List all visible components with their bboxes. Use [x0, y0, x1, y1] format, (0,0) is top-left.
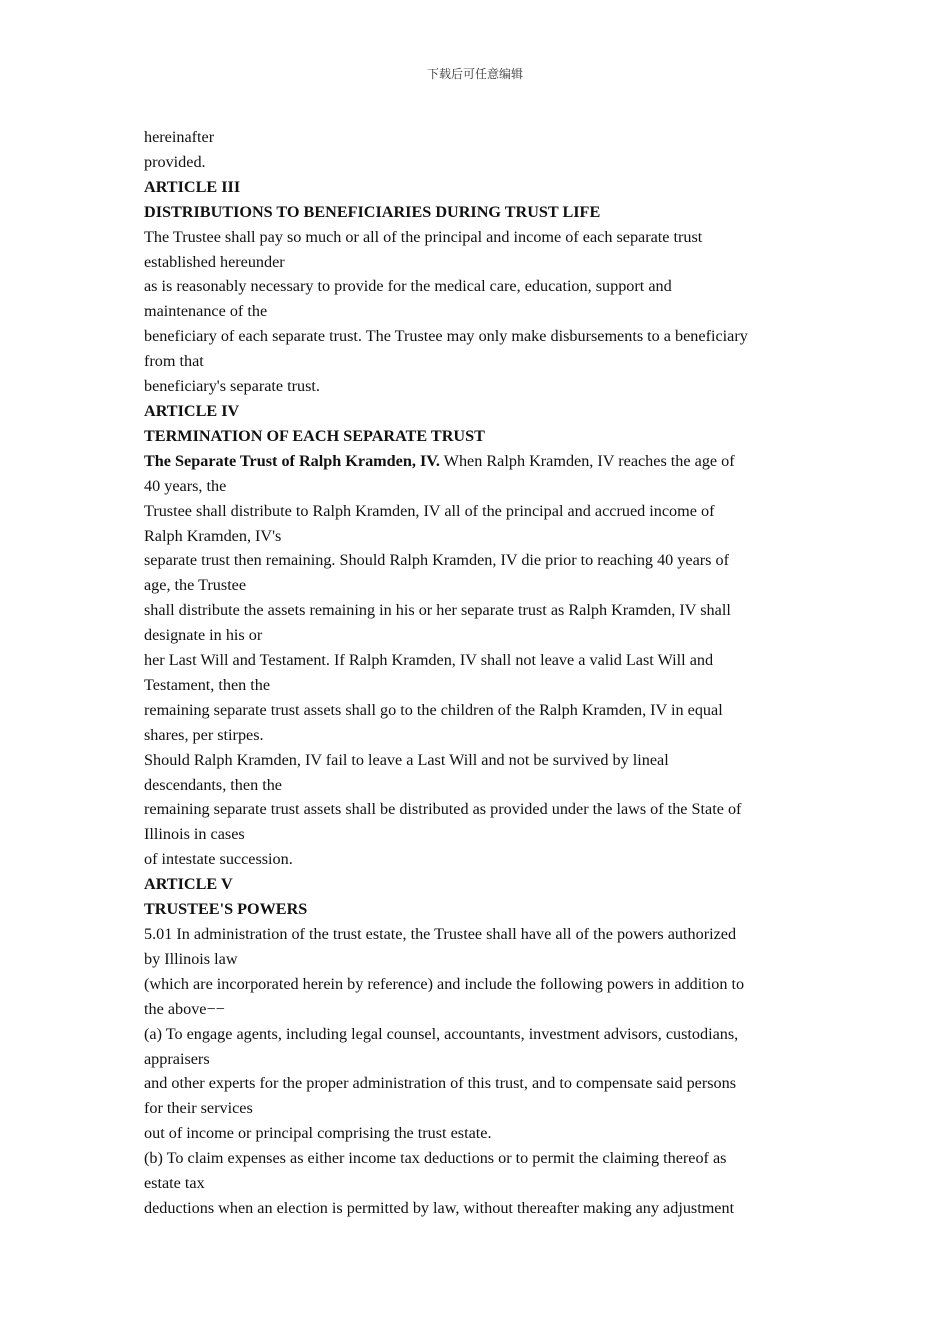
- section-heading: DISTRIBUTIONS TO BENEFICIARIES DURING TRUST LIFE: [144, 202, 601, 221]
- page-header: 下载后可任意编辑: [426, 67, 523, 81]
- body-text-line: beneficiary of each separate trust. The Trustee may only make disbursements to a beneficiary: [144, 327, 748, 346]
- body-text-line: (b) To claim expenses as either income tax deductions or to permit the claiming thereof as: [144, 1149, 727, 1168]
- document-body: [144, 125, 824, 1221]
- body-text-line: provided.: [144, 152, 206, 171]
- body-text-line: separate trust then remaining. Should Ralph Kramden, IV die prior to reaching 40 years of: [144, 551, 729, 570]
- body-text-line: from that: [144, 352, 204, 371]
- body-text-line: hereinafter: [144, 128, 215, 146]
- body-text-line: of intestate succession.: [144, 850, 293, 869]
- body-text-line: established hereunder: [144, 252, 285, 271]
- body-text-line: The Trustee shall pay so much or all of the principal and income of each separate trust: [144, 227, 703, 246]
- body-text-line: (a) To engage agents, including legal counsel, accountants, investment advisors, custodians,: [144, 1024, 739, 1043]
- body-text-line: Ralph Kramden, IV's: [144, 526, 282, 545]
- body-text-line: designate in his or: [144, 626, 263, 645]
- body-text-line: remaining separate trust assets shall go to the children of the Ralph Kramden, IV in equal: [144, 700, 723, 719]
- section-heading: ARTICLE III: [144, 177, 241, 196]
- body-text-line: age, the Trustee: [144, 576, 247, 595]
- body-text-line: her Last Will and Testament. If Ralph Kramden, IV shall not leave a valid Last Will and: [144, 651, 714, 670]
- body-text-line: descendants, then the: [144, 775, 282, 794]
- body-text-line: (which are incorporated herein by reference) and include the following powers in addition to: [144, 974, 745, 993]
- body-text-line: Testament, then the: [144, 675, 271, 694]
- body-text-line: beneficiary's separate trust.: [144, 377, 320, 396]
- body-text-line: out of income or principal comprising the trust estate.: [144, 1124, 492, 1143]
- body-text-line: deductions when an election is permitted by law, without thereafter making any adjustment: [144, 1198, 735, 1217]
- body-text-line: shall distribute the assets remaining in his or her separate trust as Ralph Kramden, IV shall: [144, 601, 731, 620]
- section-heading: ARTICLE V: [144, 875, 233, 894]
- body-text-line: maintenance of the: [144, 302, 268, 321]
- body-text-line: and other experts for the proper administration of this trust, and to compensate said persons: [144, 1074, 737, 1093]
- section-heading: ARTICLE IV: [144, 401, 240, 420]
- body-text-line: for their services: [144, 1099, 253, 1118]
- body-text-line: 5.01 In administration of the trust estate, the Trustee shall have all of the powers authorized: [144, 925, 737, 943]
- body-text-line: remaining separate trust assets shall be distributed as provided under the laws of the State of: [144, 800, 742, 819]
- body-text-line: estate tax: [144, 1174, 205, 1193]
- line-text: When Ralph Kramden, IV reaches the age of: [443, 451, 735, 470]
- body-text-line: shares, per stirpes.: [144, 725, 264, 744]
- body-text-line: as is reasonably necessary to provide for the medical care, education, support and: [144, 277, 672, 296]
- body-text-line: Trustee shall distribute to Ralph Kramden, IV all of the principal and accrued income of: [144, 501, 715, 520]
- inline-bold-lead: The Separate Trust of Ralph Kramden, IV.: [144, 451, 440, 470]
- body-text-line: Should Ralph Kramden, IV fail to leave a Last Will and not be survived by lineal: [144, 750, 669, 769]
- body-text-line: 40 years, the: [144, 476, 227, 495]
- body-text-line: [144, 449, 824, 474]
- body-text-line: appraisers: [144, 1049, 210, 1068]
- section-heading: TERMINATION OF EACH SEPARATE TRUST: [144, 426, 485, 445]
- body-text-line: Illinois in cases: [144, 825, 245, 844]
- body-text-line: by Illinois law: [144, 949, 238, 968]
- section-heading: TRUSTEE'S POWERS: [144, 900, 308, 919]
- body-text-line: the above−−: [144, 999, 225, 1018]
